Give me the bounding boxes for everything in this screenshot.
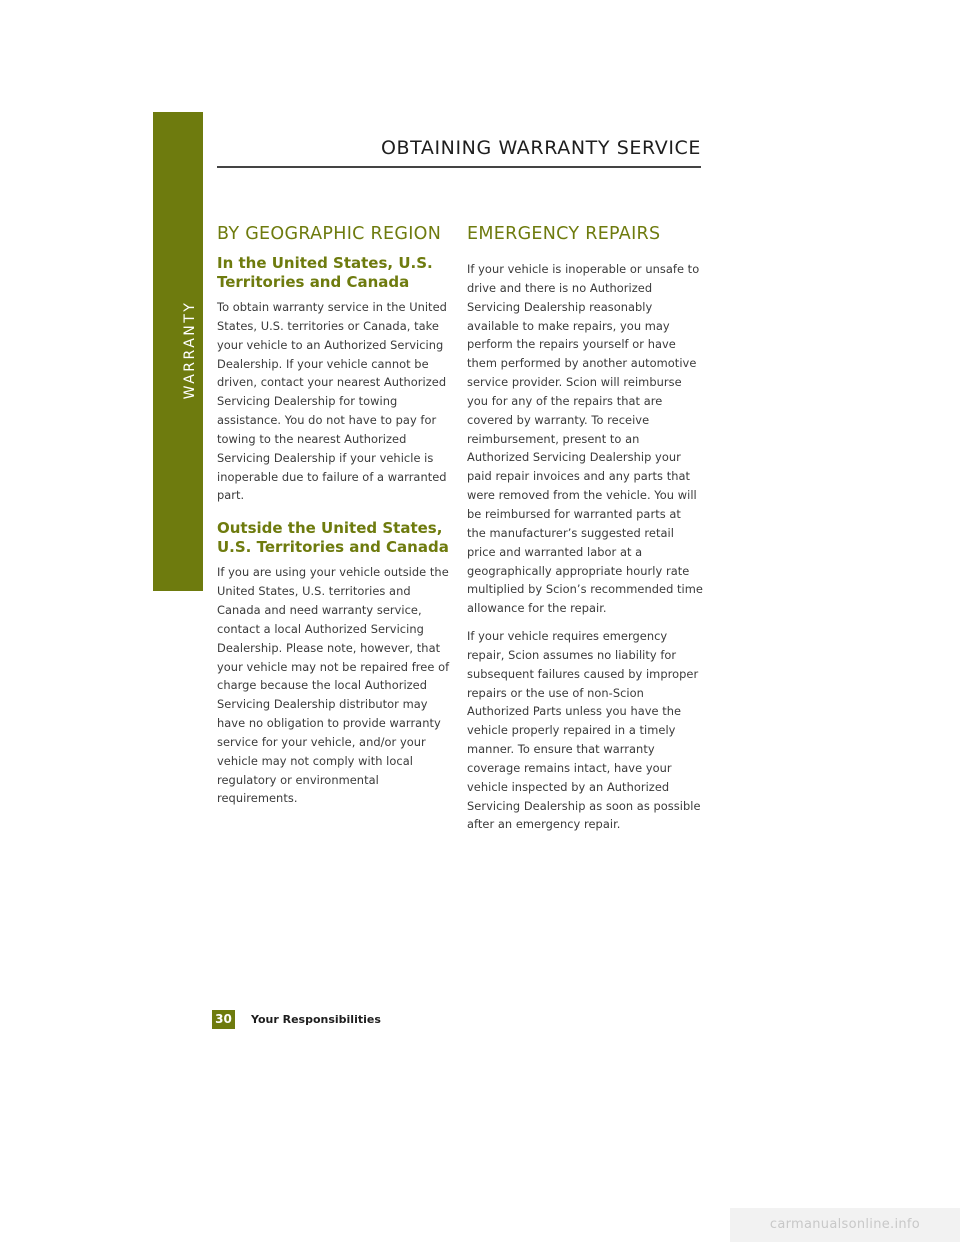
subheading-us-territories-canada: In the United States, U.S. Territories and Canada: [217, 254, 433, 291]
paragraph-emergency-repairs-1: If your vehicle is inoperable or unsafe to drive and there is no Authorized Servicing Dealership reasonably available to make repairs, you may perform the repairs yourself or have them performed by another automotive service provider. Scion will reimburse you for any of the repairs that are covered by warranty. To receive reimbursement, present to an Authorized Servicing Dealership your paid repair invoices and any parts that were removed from the vehicle. You will be reimbursed for warranted parts at the manufacturer’s suggested retail price and warranted labor at a geographically appropriate hourly rate multiplied by Scion’s recommended time allowance for the repair.: [467, 262, 703, 616]
paragraph-outside-us: If you are using your vehicle outside the United States, U.S. territories and Canada and need warranty service, contact a local Authorized Servicing Dealership. Please note, however, that your vehicle may not be repaired free of charge because the local Authorized Servicing Dealership distributor may have no obligation to provide warranty service for your vehicle, and/or your vehicle may not comply with local regulatory or environmental requirements.: [217, 565, 450, 806]
paragraph-us-territories-canada: To obtain warranty service in the United States, U.S. territories or Canada, take your vehicle to an Authorized Servicing Dealership. If your vehicle cannot be driven, contact your nearest Authorized Servicing Dealership for towing assistance. You do not have to pay for towing to the nearest Authorized Servicing Dealership if your vehicle is inoperable due to failure of a warranted part.: [217, 300, 447, 503]
footer-section-label: Your Responsibilities: [251, 1013, 381, 1026]
right-column: [467, 222, 703, 843]
paragraph-emergency-repairs-2: If your vehicle requires emergency repair, Scion assumes no liability for subsequent failures caused by improper repairs or the use of non-Scion Authorized Parts unless you have the vehicle properly repaired in a timely manner. To ensure that warranty coverage remains intact, have your vehicle inspected by an Authorized Servicing Dealership as soon as possible after an emergency repair.: [467, 629, 701, 832]
page-footer: [212, 1010, 381, 1029]
watermark: carmanualsonline.info: [730, 1208, 960, 1242]
title-divider: [217, 166, 701, 168]
section-heading-emergency-repairs: EMERGENCY REPAIRS: [467, 224, 661, 244]
section-heading-geographic-region: BY GEOGRAPHIC REGION: [217, 224, 442, 244]
left-column: [217, 222, 451, 817]
subheading-outside-us: Outside the United States, U.S. Territories and Canada: [217, 519, 449, 557]
page-title: OBTAINING WARRANTY SERVICE: [380, 137, 701, 159]
page-number-badge: 30: [212, 1010, 235, 1029]
side-tab-label: WARRANTY: [182, 300, 198, 400]
